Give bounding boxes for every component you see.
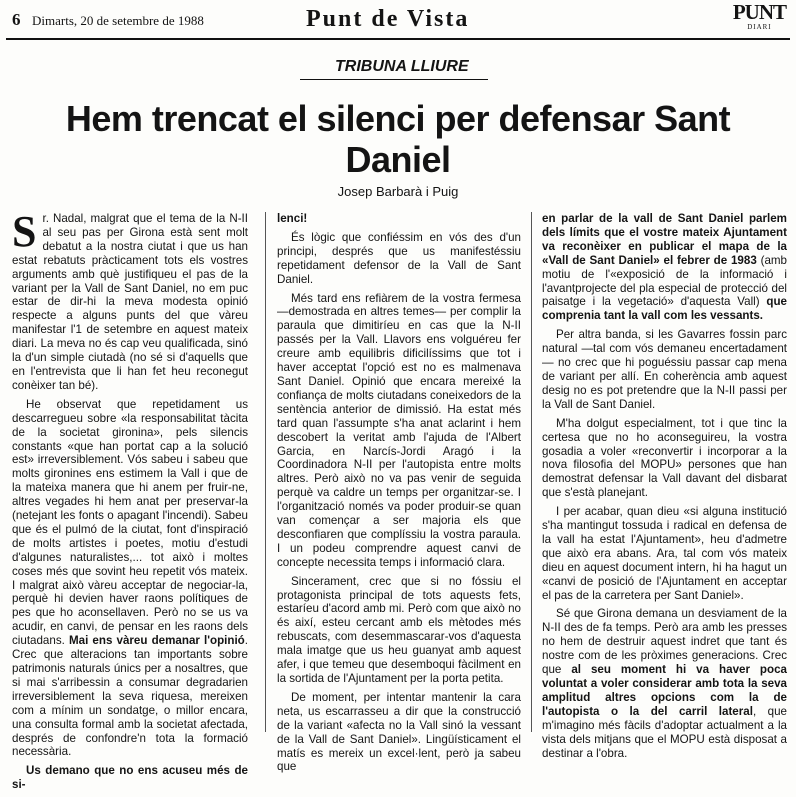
paragraph: Us demano que no ens acuseu més de si- [12, 764, 248, 792]
article-author: Josep Barbarà i Puig [337, 184, 459, 199]
logo-main: PUNT [732, 0, 786, 24]
paragraph: Més tard ens refiàrem de la vostra fermesa —demostrada en altres temes— per complir la paraula que dimitiríeu en cas que la N-II passés per la Vall. Llavors ens volguéreu fer creure amb equilibris dificilíssims que tot i haver acceptat l'opció est no es malmenava Sant Daniel. Opinió que encara mereixé la confiança de molts ciutadans coneixedors de la sentència anterior de dimissió. Ha estat més tard quan l'assumpte s'ha anat aclarint i hem descobert la veritat amb l'ajuda de l'Albert Garcia, en Narcís-Jordi Aragó i la Coordinadora N-II per l'autopista entre molts altres. Però això no va pas venir de seguida perquè va caldre un temps per organitzar-se. I l'organització només va poder produir-se quan van començar a ser majoria els que desconfiaren que complíssiu la vostra paraula. I un podeu comprendre aquest canvi de concepte necessita temps i informació clara. [277, 291, 521, 569]
logo-sub: DIARI [747, 23, 772, 31]
paragraph: És lògic que confiéssim en vós des d'un principi, després que us manifestéssiu repetidament defensor de la Vall de Sant Daniel. [277, 230, 521, 286]
column-divider [531, 212, 532, 732]
newspaper-logo [733, 2, 786, 31]
section-title: Punt de Vista [306, 6, 470, 32]
column-2 [277, 212, 521, 779]
paragraph: Sr. Nadal, malgrat que el tema de la N-II al seu pas per Girona està sent molt debatut a la nostra ciutat i que us han estat rebatuts pràcticament tots els vostres arguments amb què justifiqueu el pas de la variant per la Vall de Sant Daniel, no em puc estar de dir-hi la meva modesta opinió respecte a alguns punts del que vàreu manifestar l'1 de setembre en aquest mateix diari. La meva no és cap veu qualificada, sinó la d'un simple ciutadà (no sé si d'aquells que en l'entrevista que li han fet heu reconegut conèixer tan bé). [12, 207, 248, 392]
kicker-underline [300, 79, 488, 80]
paragraph: en parlar de la vall de Sant Daniel parlem dels límits que el vostre mateix Ajuntament va reconèixer en publicar el mapa de la «Vall de Sant Daniel» el febrer de 1983 (amb motiu de l'«exposició de la informació i l'avantprojecte del pla especial de protecció del paisatge i la vegetació» d'aquesta Vall) que comprenia tant la vall com les vessants. [542, 212, 787, 323]
paragraph: lenci! [277, 212, 308, 225]
paragraph: I per acabar, quan dieu «si alguna institució s'ha mantingut tossuda i radical en defensa de la vall ha estat l'Ajuntament», heu d'admetre que això era abans. Ara, tal com vós mateix dieu en aquest document intern, hi ha hagut un «canvi de posició de l'Ajuntament en acceptar el pas de la carretera per Sant Daniel». [542, 505, 787, 602]
issue-date: Dimarts, 20 de setembre de 1988 [32, 13, 204, 28]
kicker: TRIBUNA LLIURE [335, 58, 469, 75]
page-header [6, 0, 790, 36]
header-rule [6, 38, 790, 40]
article-title: Hem trencat el silenci per defensar Sant Daniel [65, 98, 731, 180]
paragraph: Per altra banda, si les Gavarres fossin parc natural —tal com vós demaneu encertadament— no crec que hi poguéssiu passar cap mena de variant per allí. En coherència amb aquest desig no es pot pretendre que la N-II passi per la Vall de Sant Daniel. [542, 328, 787, 411]
paragraph: He observat que repetidament us descarregueu sobre «la responsabilitat tàcita de la societat gironina», pels silencis constants «que han portat cap a la solució est» irreversiblement. Vós sabeu i sabeu que molts gironines ens estimem la Vall i que de la mateixa manera que hi anem per fruir-ne, altres vegades hi hem anat per preservar-la (netejant les fonts o apagant l'incendi). Sabeu que és el pulmó de la ciutat, font d'inspiració de molts artistes i poetes, motiu d'estudi d'algunes naturalistes,... tot això i moltes coses més que sovint heu repetit vós mateix. I malgrat això vàreu acceptar de negociar-la, perquè hi devien haver raons polítiques de pes que ho aconsellaven. Però no se us va acudir, en canvi, de pensar en les raons dels ciutadans. Mai ens vàreu demanar l'opinió. Crec que alteracions tan importants sobre patrimonis naturals únics per a nosaltres, que si mai s'arribessin a consumar degradarien irreversiblement la seva riquesa, mereixen com a mínim un sondatge, o millor encara, una consulta formal amb la societat afectada, després de confondre'n tota la formació necessària. [12, 397, 248, 759]
paragraph: Sé que Girona demana un desviament de la N-II des de fa temps. Però ara amb les presses no hem de destruir aquest indret que tant és nostre com de les pròximes generacions. Crec que al seu moment hi va haver poca voluntat a voler considerar amb tota la seva amplitud altres opcions com la de l'autopista o la del carril lateral, que m'imagino més fàcils d'adoptar actualment a la vista dels mitjans que el MOPU està disposat a destinar a l'obra. [542, 607, 787, 760]
column-3 [542, 212, 787, 765]
paragraph: M'ha dolgut especialment, tot i que tinc la certesa que no ho aconseguireu, la vostra gosadia a voler «reconvertir i incorporar a la nova filosofia del MOPU» persones que han demostrat defensar la Vall davant del disbarat que s'està planejant. [542, 416, 787, 500]
column-divider [265, 212, 266, 732]
column-1 [12, 207, 248, 797]
paragraph: De moment, per intentar mantenir la cara neta, us escarrasseu a dir que la construcció de la variant «afecta no la Vall sinó la vessant de la Vall de Sant Daniel». Lingüísticament el matís es mereix un excel·lent, però ja sabeu que [277, 690, 521, 774]
drop-cap: S [12, 207, 37, 256]
page-number: 6 [12, 10, 21, 29]
paragraph: Sincerament, crec que si no fóssiu el protagonista principal de tots aquests fets, estaríeu d'acord amb mi. Però com que això no és així, esteu cercant amb els mètodes més rebuscats, com desemmascarar-vos d'aquesta mala imatge que us heu guanyat amb aquest afer, i que temeu que desemboqui fàcilment en la sortida de l'Ajuntament per la porta petita. [277, 574, 521, 685]
